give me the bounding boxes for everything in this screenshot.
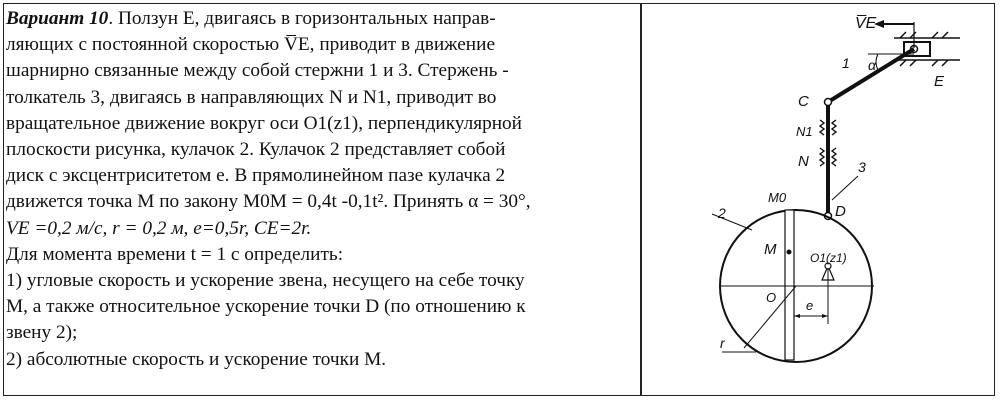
problem-line-2: ляющих с постоянной скоростью V̅E, приводит в движение [6,34,496,56]
e-arrow-left [794,314,800,318]
label-d: D [835,203,846,220]
label-alpha: α [868,57,876,73]
problem-line-5: вращательное движение вокруг оси O1(z1), перпендикулярной [6,112,522,134]
label-rod-1: 1 [842,55,850,71]
label-cam-2: 2 [718,205,726,221]
label-e: E [934,73,945,90]
label-e-ecc: e [806,298,814,313]
velocity-label: V̅E [855,15,877,32]
problem-line-10: Для момента времени t = 1 с определить: [6,243,344,265]
label-n1: N1 [796,124,813,139]
problem-line-12: M, а также относительное ускорение точки D (по отношению к [6,296,526,318]
alpha-arc [876,54,878,70]
mechanism-figure [642,4,994,395]
problem-line-1 [6,6,636,32]
joint-c [825,99,832,106]
problem-line-11: 1) угловые скорость и ускорение звена, несущего на себе точку [6,270,525,292]
label-m0: M0 [768,190,787,205]
problem-line-8: движется точка M по закону M0M = 0,4t -0,1t². Принять α = 30°, [6,191,531,213]
label-m: M [764,241,777,258]
variant-label: Вариант 10 [6,8,109,29]
label-c: C [798,93,809,110]
point-m [787,250,792,255]
problem-line-6: плоскости рисунка, кулачок 2. Кулачок 2 представляет собой [6,139,506,161]
problem-line-3: шарнирно связанные между собой стержни 1 и 3. Стержень - [6,60,509,82]
problem-text [6,6,636,373]
label-o1: O1(z1) [810,251,847,265]
leader-rod-3 [832,176,858,200]
e-arrow-right [822,314,828,318]
problem-line-13: звену 2); [6,322,78,344]
problem-line-7: диск с эксцентриситетом e. В прямолинейном пазе кулачка 2 [6,165,506,187]
problem-line-9: VE =0,2 м/с, r = 0,2 м, e=0,5r, CE=2r. [6,217,312,239]
label-n: N [798,153,809,170]
cam-slot [785,210,794,360]
label-rod-3: 3 [858,159,866,175]
problem-line-4: толкатель 3, двигаясь в направляющих N и N1, приводит во [6,86,497,108]
problem-line-1-text: . Ползун E, двигаясь в горизонтальных направ- [108,8,496,29]
problem-line-14: 2) абсолютные скорость и ускорение точки M. [6,348,387,370]
label-r: r [720,335,725,351]
label-o: O [766,290,777,305]
mechanism-diagram [642,4,994,395]
